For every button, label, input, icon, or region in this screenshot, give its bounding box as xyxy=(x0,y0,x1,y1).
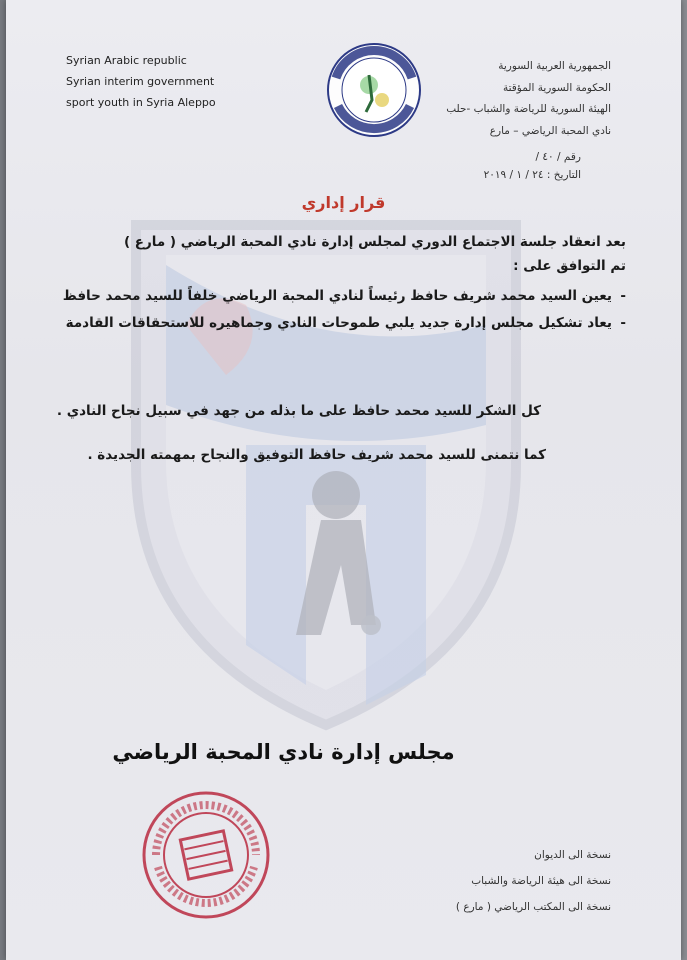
intro-paragraph: بعد انعقاد جلسة الاجتماع الدوري لمجلس إدارة نادي المحبة الرياضي ( مارع ) xyxy=(123,234,626,250)
letterhead-line-3: sport youth in Syria Aleppo xyxy=(66,96,216,109)
letterhead-ar-line-2: الحكومة السورية المؤقتة xyxy=(502,81,611,94)
agreement-line: تم التوافق على : xyxy=(513,258,626,274)
letterhead-ar-line-1: الجمهورية العربية السورية xyxy=(498,60,611,72)
document-page xyxy=(6,0,681,960)
decision-item: - يعاد تشكيل مجلس إدارة جديد يلبي طموحات النادي وجماهيره للاستحقاقات القادمة xyxy=(46,310,626,337)
reference-date: التاريخ : ٢٤ / ١ / ٢٠١٩ xyxy=(483,169,581,181)
signature-line: مجلس إدارة نادي المحبة الرياضي xyxy=(112,740,455,764)
copy-to-line: نسخة الى هيئة الرياضة والشباب xyxy=(471,875,611,887)
decision-title: قرار إداري xyxy=(301,193,386,212)
decision-item: - يعين السيد محمد شريف حافظ رئيساً لنادي المحبة الرياضي خلفاً للسيد محمد حافظ xyxy=(46,283,626,310)
letterhead-line-2: Syrian interim government xyxy=(66,75,215,88)
federation-logo xyxy=(314,40,434,140)
official-stamp xyxy=(136,785,276,925)
letterhead-ar-line-3: الهيئة السورية للرياضة والشباب -حلب xyxy=(446,103,611,115)
reference-number: رقم / ٤٠ / xyxy=(535,151,581,163)
decision-items xyxy=(46,283,626,337)
copy-to-line: نسخة الى الديوان xyxy=(534,849,611,861)
copy-to-line: نسخة الى المكتب الرياضي ( مارع ) xyxy=(455,901,611,913)
arabic-letterhead xyxy=(446,56,611,142)
letterhead-line-1: Syrian Arabic republic xyxy=(66,54,187,67)
distribution-list xyxy=(456,842,611,920)
thanks-paragraph: كل الشكر للسيد محمد حافظ على ما بذله من جهد في سبيل نجاح النادي . xyxy=(56,403,541,419)
reference-block xyxy=(484,148,581,184)
letterhead-ar-line-4: نادي المحبة الرياضي – مارع xyxy=(489,124,611,137)
english-letterhead xyxy=(66,50,216,113)
wishes-paragraph: كما نتمنى للسيد محمد شريف حافظ التوفيق والنجاح بمهمته الجديدة . xyxy=(87,447,546,463)
